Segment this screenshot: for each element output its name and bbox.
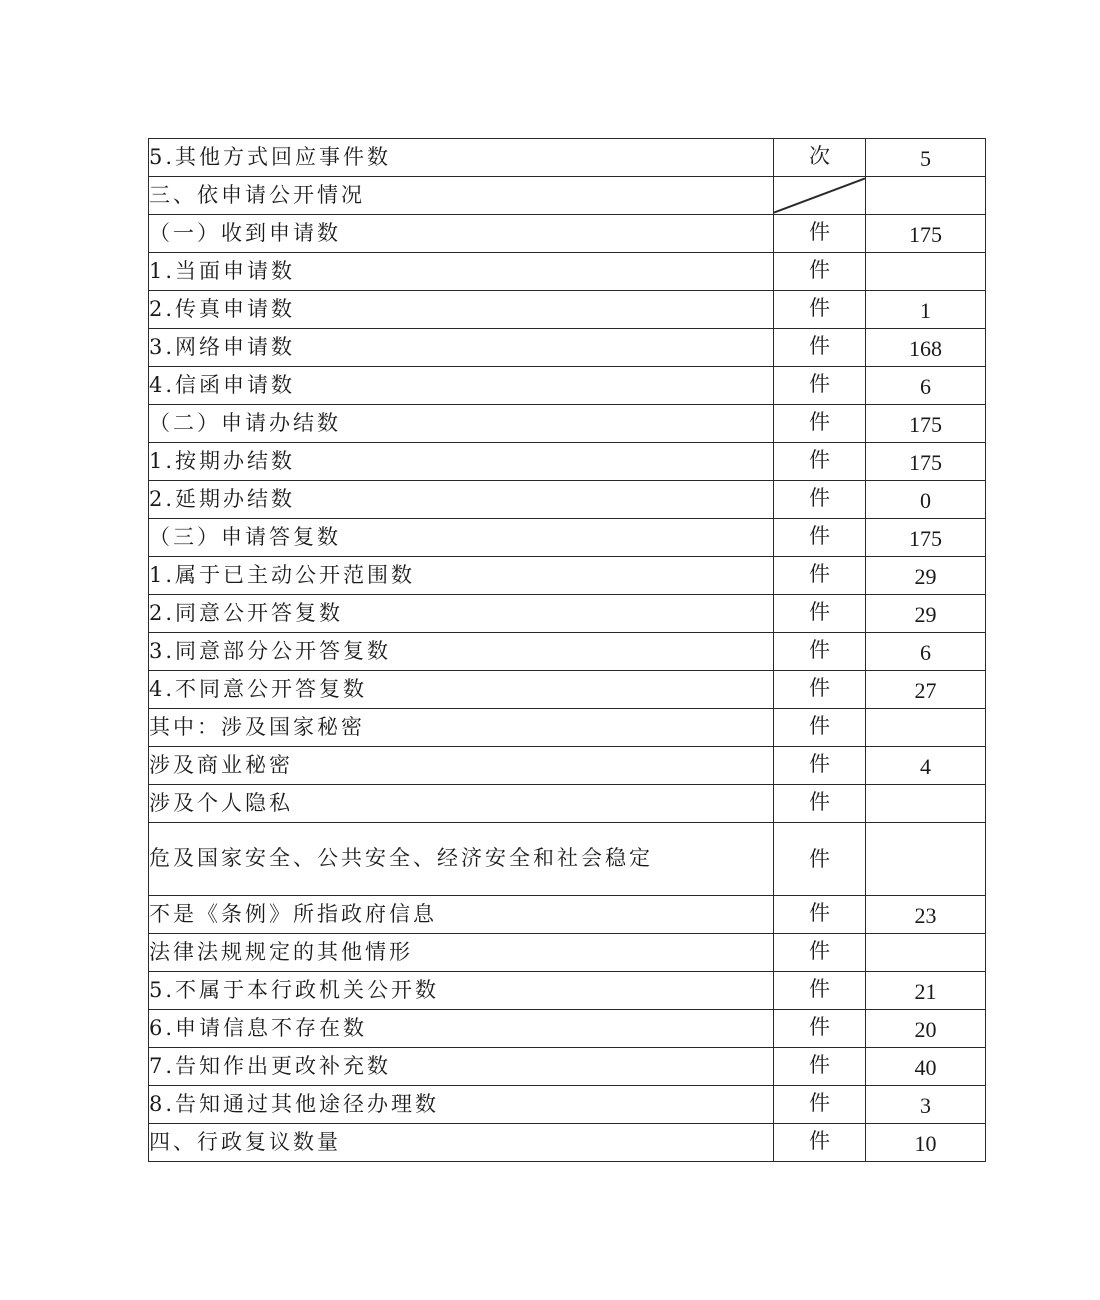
item-cell: 7.告知作出更改补充数 [149, 1048, 774, 1086]
table-row [149, 481, 986, 519]
value-cell: 0 [866, 481, 986, 519]
unit-cell-diagonal [774, 177, 866, 215]
unit-cell: 件 [774, 823, 866, 896]
table-row [149, 1010, 986, 1048]
unit-cell: 件 [774, 1086, 866, 1124]
table-row [149, 785, 986, 823]
table-row [149, 405, 986, 443]
item-cell: 3.同意部分公开答复数 [149, 633, 774, 671]
unit-cell: 件 [774, 595, 866, 633]
item-cell: 四、行政复议数量 [149, 1124, 774, 1162]
item-cell: 4.信函申请数 [149, 367, 774, 405]
unit-cell: 件 [774, 557, 866, 595]
item-cell: 不是《条例》所指政府信息 [149, 896, 774, 934]
item-cell: 其中：涉及国家秘密 [149, 709, 774, 747]
value-cell [866, 823, 986, 896]
item-cell: （三）申请答复数 [149, 519, 774, 557]
item-cell: 法律法规规定的其他情形 [149, 934, 774, 972]
value-cell [866, 709, 986, 747]
value-cell [866, 253, 986, 291]
table-row [149, 557, 986, 595]
table-row [149, 747, 986, 785]
item-cell: （一）收到申请数 [149, 215, 774, 253]
unit-cell: 件 [774, 519, 866, 557]
item-cell: 2.传真申请数 [149, 291, 774, 329]
item-cell: 三、依申请公开情况 [149, 177, 774, 215]
table-row [149, 253, 986, 291]
item-cell: 5.其他方式回应事件数 [149, 139, 774, 177]
unit-cell: 次 [774, 139, 866, 177]
unit-cell: 件 [774, 785, 866, 823]
unit-cell: 件 [774, 671, 866, 709]
table-row [149, 1086, 986, 1124]
statistics-table [148, 138, 986, 1162]
table-row [149, 291, 986, 329]
value-cell: 175 [866, 215, 986, 253]
table-row [149, 1048, 986, 1086]
value-cell: 4 [866, 747, 986, 785]
value-cell: 3 [866, 1086, 986, 1124]
table-row [149, 823, 986, 896]
table-row [149, 1124, 986, 1162]
item-cell: 1.按期办结数 [149, 443, 774, 481]
value-cell: 20 [866, 1010, 986, 1048]
unit-cell: 件 [774, 405, 866, 443]
value-cell: 1 [866, 291, 986, 329]
value-cell: 6 [866, 633, 986, 671]
unit-cell: 件 [774, 329, 866, 367]
value-cell: 175 [866, 443, 986, 481]
table-row [149, 177, 986, 215]
item-cell: 4.不同意公开答复数 [149, 671, 774, 709]
item-cell: 涉及商业秘密 [149, 747, 774, 785]
table-row [149, 443, 986, 481]
table-row [149, 329, 986, 367]
unit-cell: 件 [774, 1010, 866, 1048]
value-cell: 175 [866, 519, 986, 557]
item-cell: （二）申请办结数 [149, 405, 774, 443]
table-row [149, 367, 986, 405]
table-row [149, 633, 986, 671]
unit-cell: 件 [774, 481, 866, 519]
value-cell: 5 [866, 139, 986, 177]
table-row [149, 896, 986, 934]
unit-cell: 件 [774, 367, 866, 405]
item-cell: 6.申请信息不存在数 [149, 1010, 774, 1048]
unit-cell: 件 [774, 1124, 866, 1162]
value-cell: 40 [866, 1048, 986, 1086]
item-cell: 3.网络申请数 [149, 329, 774, 367]
unit-cell: 件 [774, 633, 866, 671]
unit-cell: 件 [774, 709, 866, 747]
unit-cell: 件 [774, 253, 866, 291]
table-row [149, 139, 986, 177]
unit-cell: 件 [774, 1048, 866, 1086]
item-cell: 涉及个人隐私 [149, 785, 774, 823]
item-cell: 1.属于已主动公开范围数 [149, 557, 774, 595]
table-row [149, 519, 986, 557]
value-cell: 27 [866, 671, 986, 709]
item-cell: 2.延期办结数 [149, 481, 774, 519]
unit-cell: 件 [774, 972, 866, 1010]
value-cell [866, 934, 986, 972]
value-cell: 29 [866, 595, 986, 633]
item-cell: 8.告知通过其他途径办理数 [149, 1086, 774, 1124]
table-row [149, 972, 986, 1010]
unit-cell: 件 [774, 291, 866, 329]
table-row [149, 934, 986, 972]
unit-cell: 件 [774, 215, 866, 253]
item-cell: 2.同意公开答复数 [149, 595, 774, 633]
value-cell: 29 [866, 557, 986, 595]
diagonal-slash [774, 177, 865, 214]
table-row [149, 595, 986, 633]
table-row [149, 215, 986, 253]
value-cell [866, 177, 986, 215]
statistics-table-body [149, 139, 986, 1162]
value-cell [866, 785, 986, 823]
value-cell: 6 [866, 367, 986, 405]
value-cell: 168 [866, 329, 986, 367]
value-cell: 21 [866, 972, 986, 1010]
value-cell: 175 [866, 405, 986, 443]
table-row [149, 709, 986, 747]
item-cell: 危及国家安全、公共安全、经济安全和社会稳定 [149, 823, 774, 896]
unit-cell: 件 [774, 443, 866, 481]
unit-cell: 件 [774, 747, 866, 785]
value-cell: 10 [866, 1124, 986, 1162]
value-cell: 23 [866, 896, 986, 934]
item-cell: 1.当面申请数 [149, 253, 774, 291]
unit-cell: 件 [774, 896, 866, 934]
table-row [149, 671, 986, 709]
unit-cell: 件 [774, 934, 866, 972]
item-cell: 5.不属于本行政机关公开数 [149, 972, 774, 1010]
